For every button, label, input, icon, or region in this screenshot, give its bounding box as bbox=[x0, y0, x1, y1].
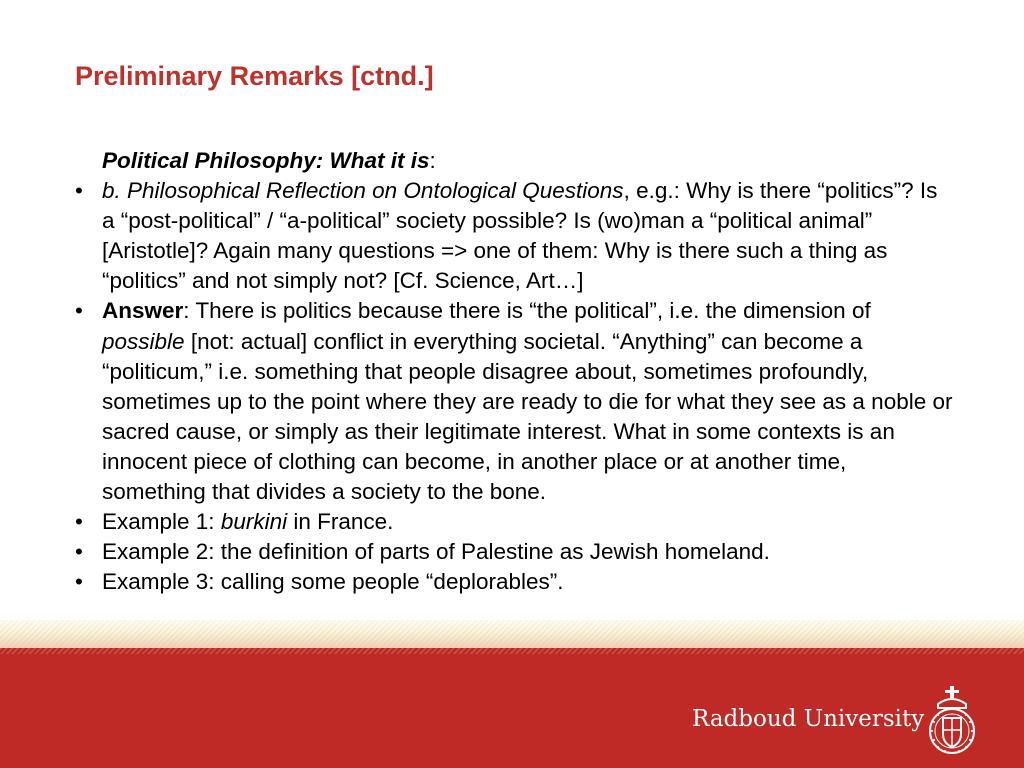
bullet-marker: • bbox=[75, 178, 83, 204]
bullet-example-3 bbox=[75, 567, 955, 597]
example-3-text: Example 3: calling some people “deplorables”. bbox=[102, 569, 564, 595]
bullet-answer bbox=[75, 296, 955, 507]
answer-text-1: : There is politics because there is “the political”, i.e. the dimension of bbox=[183, 298, 871, 324]
item-b-text: , e.g.: Why is there “politics”? Is a “post-political” / “a-political” society possible? Is (wo)man a “political animal” [Aristotle]? Again many questions => one of them: Why is there such a thing as “politics” and not simply not? [Cf. Science, Art…] bbox=[102, 178, 938, 294]
example-2-text: Example 2: the definition of parts of Palestine as Jewish homeland. bbox=[102, 539, 770, 565]
bullet-example-2 bbox=[75, 537, 955, 567]
heading-text: Political Philosophy: What it is bbox=[102, 148, 430, 173]
answer-text-2: [not: actual] conflict in everything societal. “Anything” can become a “politicum,” i.e. something that people disagree about, sometimes profoundly, sometimes up to the point where they are ready to die for what they see as a noble or sacred cause, or simply as their legitimate interest. What in some contexts is an innocent piece of clothing can become, in another place or at another time, something that divides a society to the bone. bbox=[102, 328, 953, 505]
example-1-prefix: Example 1: bbox=[102, 509, 221, 535]
item-b-italic: b. Philosophical Reflection on Ontological Questions bbox=[102, 178, 624, 204]
bullet-item-b bbox=[75, 176, 955, 296]
bullet-example-1 bbox=[75, 507, 955, 537]
radboud-crest-icon bbox=[926, 684, 978, 760]
bullet-marker: • bbox=[75, 539, 83, 565]
bullet-marker: • bbox=[75, 569, 83, 595]
footer-band bbox=[0, 620, 1024, 768]
decorative-stripes bbox=[0, 620, 1024, 648]
university-name: Radboud University bbox=[692, 706, 925, 732]
answer-label: Answer bbox=[102, 298, 184, 324]
heading-line bbox=[75, 146, 955, 176]
answer-italic: possible bbox=[102, 328, 185, 354]
bullet-marker: • bbox=[75, 298, 83, 324]
slide-body bbox=[75, 146, 955, 597]
heading-colon: : bbox=[429, 148, 436, 173]
slide-title: Preliminary Remarks [ctnd.] bbox=[75, 61, 434, 91]
example-1-italic: burkini bbox=[220, 509, 288, 535]
example-1-suffix: in France. bbox=[287, 509, 394, 535]
bullet-marker: • bbox=[75, 509, 83, 535]
